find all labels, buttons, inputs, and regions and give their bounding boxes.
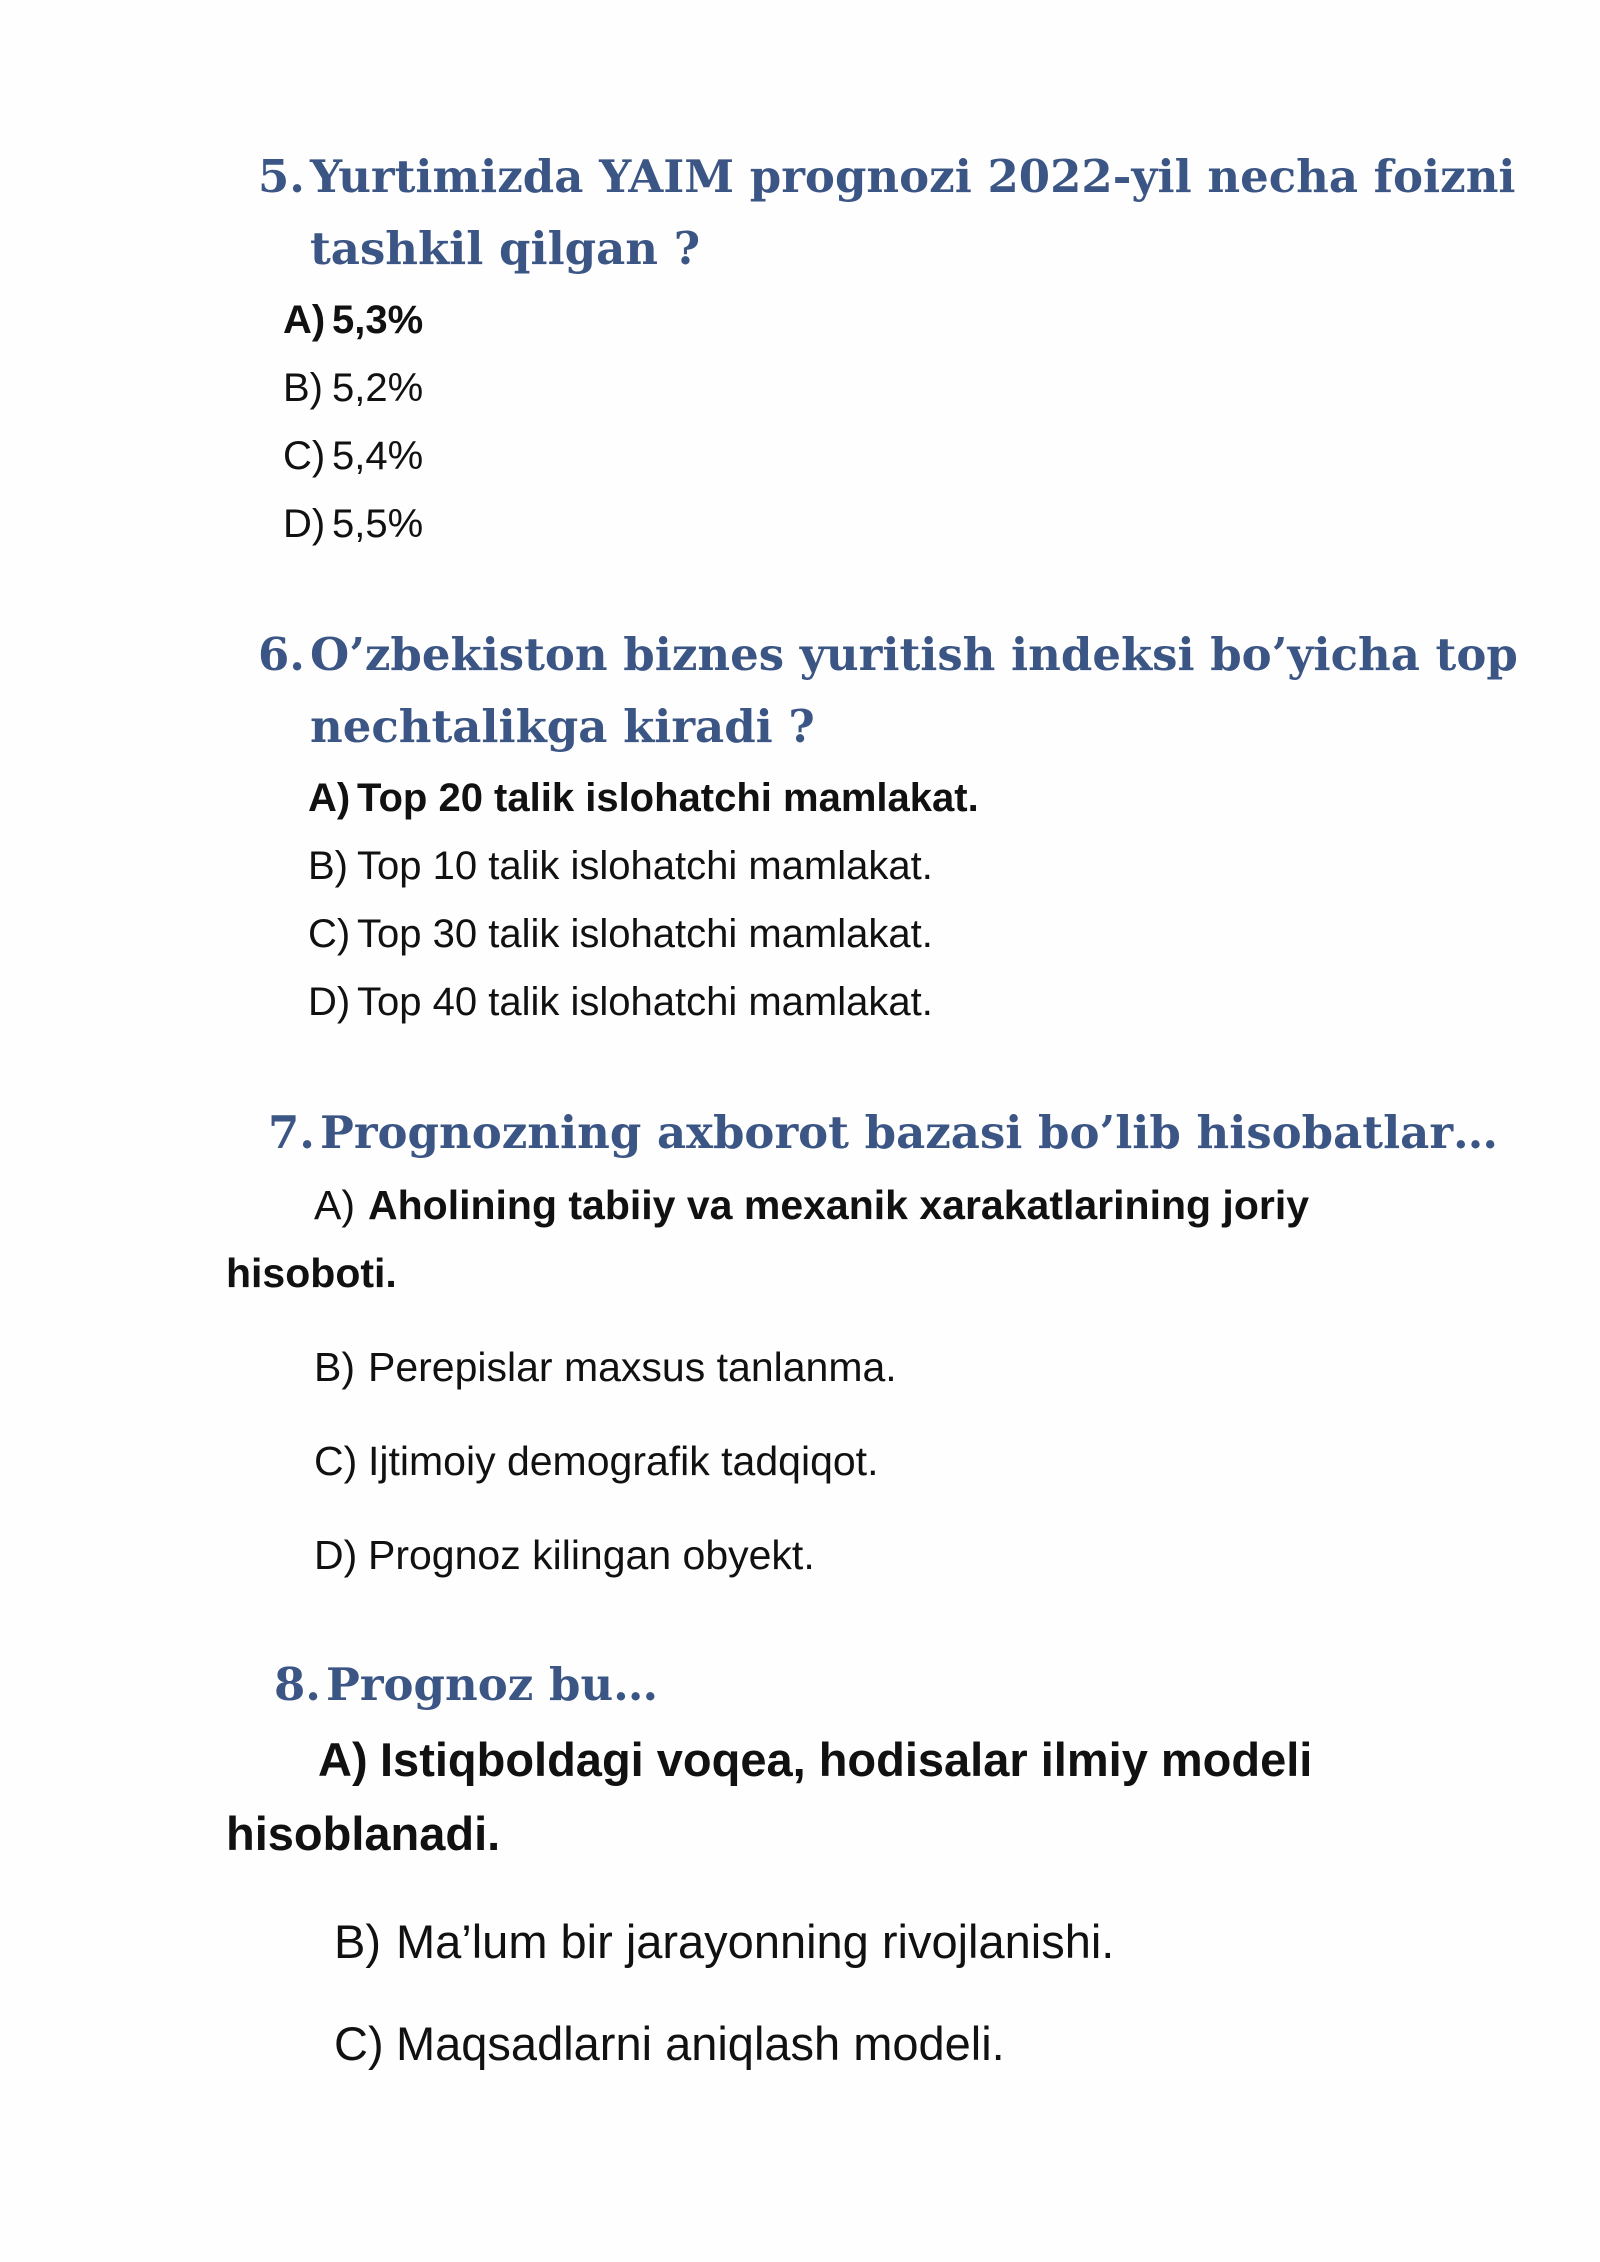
- option-letter: B): [308, 844, 348, 888]
- question-number: 6.: [258, 628, 305, 681]
- question-5-option-b: [283, 366, 423, 411]
- question-6-line1: [258, 628, 1518, 681]
- option-text: Perepislar maxsus tanlanma.: [368, 1344, 897, 1390]
- option-letter: B): [283, 366, 323, 410]
- option-letter: A): [318, 1733, 368, 1786]
- question-text: Prognoz bu…: [326, 1658, 659, 1711]
- question-5-option-a: [283, 298, 423, 343]
- option-text: 5,2%: [332, 366, 424, 410]
- option-letter: D): [314, 1532, 358, 1578]
- option-text: Istiqboldagi voqea, hodisalar ilmiy modeli: [380, 1733, 1313, 1786]
- option-text: Top 20 talik islohatchi mamlakat.: [357, 776, 979, 820]
- question-number: 8.: [274, 1658, 321, 1711]
- option-letter: A): [314, 1182, 355, 1228]
- question-7-option-a-continuation: hisoboti.: [226, 1250, 397, 1296]
- option-letter: B): [334, 1915, 381, 1968]
- option-text: Maqsadlarni aniqlash modeli.: [396, 2017, 1005, 2070]
- question-8-option-a: [318, 1732, 1312, 1787]
- option-letter: C): [308, 912, 351, 956]
- question-8-option-a-continuation: hisoblanadi.: [226, 1807, 501, 1860]
- option-letter: C): [314, 1438, 358, 1484]
- question-5-option-c: [283, 434, 423, 479]
- question-6-option-a: [308, 776, 979, 821]
- question-number: 7.: [268, 1106, 315, 1159]
- option-text: 5,5%: [332, 502, 424, 546]
- question-6-option-d: [308, 980, 933, 1025]
- option-text: 5,4%: [332, 434, 424, 478]
- question-6-line2: nechtalikga kiradi ?: [310, 700, 815, 753]
- option-letter: C): [334, 2017, 384, 2070]
- option-letter: D): [283, 502, 326, 546]
- question-7-line1: [268, 1106, 1498, 1159]
- question-8-option-c: [334, 2016, 1005, 2071]
- question-7-option-d: [314, 1532, 815, 1579]
- option-text: Prognoz kilingan obyekt.: [368, 1532, 815, 1578]
- question-5-option-d: [283, 502, 423, 547]
- option-letter: A): [308, 776, 351, 820]
- question-text: Yurtimizda YAIM prognozi 2022-yil necha foizni: [310, 150, 1516, 203]
- question-6-option-b: [308, 844, 933, 889]
- option-text: Top 40 talik islohatchi mamlakat.: [357, 980, 933, 1024]
- option-letter: C): [283, 434, 326, 478]
- question-8-option-b: [334, 1914, 1114, 1969]
- question-5-line1: [258, 150, 1516, 203]
- question-6-option-c: [308, 912, 933, 957]
- option-text: Top 30 talik islohatchi mamlakat.: [357, 912, 933, 956]
- question-text: Prognozning axborot bazasi bo’lib hisobatlar…: [320, 1106, 1499, 1159]
- question-7-option-b: [314, 1344, 897, 1391]
- option-text: Aholining tabiiy va mexanik xarakatlarining joriy: [368, 1182, 1310, 1228]
- option-text: Ma’lum bir jarayonning rivojlanishi.: [396, 1915, 1115, 1968]
- option-letter: D): [308, 980, 351, 1024]
- option-text: Ijtimoiy demografik tadqiqot.: [368, 1438, 879, 1484]
- option-letter: B): [314, 1344, 355, 1390]
- option-text: Top 10 talik islohatchi mamlakat.: [357, 844, 933, 888]
- question-8-line1: [274, 1658, 658, 1711]
- question-7-option-c: [314, 1438, 878, 1485]
- option-letter: A): [283, 298, 326, 342]
- question-5-line2: tashkil qilgan ?: [310, 222, 701, 275]
- question-text: O’zbekiston biznes yuritish indeksi bo’yicha top: [310, 628, 1518, 681]
- question-7-option-a: [314, 1182, 1309, 1229]
- question-number: 5.: [258, 150, 305, 203]
- option-text: 5,3%: [332, 298, 424, 342]
